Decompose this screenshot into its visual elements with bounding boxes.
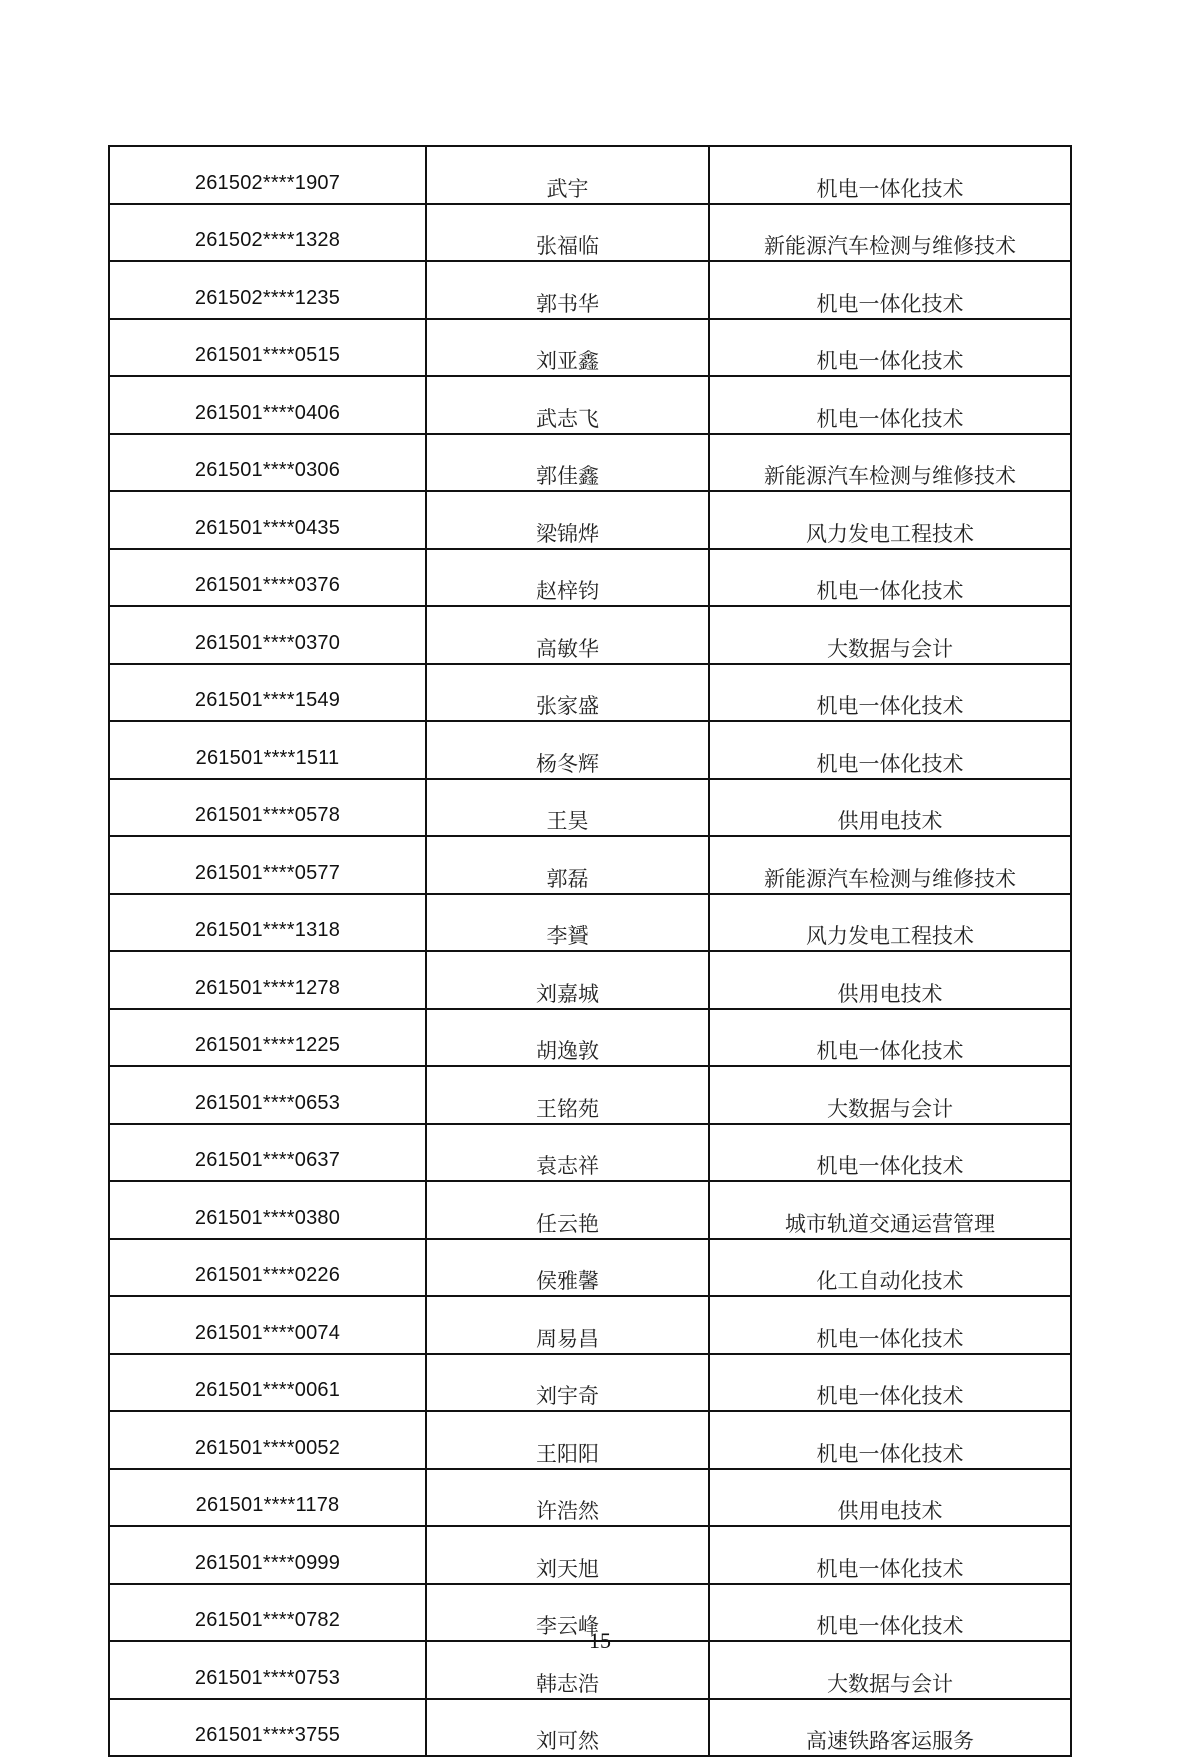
major-cell: 供用电技术 <box>709 779 1071 837</box>
major-cell: 供用电技术 <box>709 1469 1071 1527</box>
student-id-cell: 261501****1278 <box>109 951 426 1009</box>
student-name-cell: 杨冬辉 <box>426 721 709 779</box>
major-cell: 城市轨道交通运营管理 <box>709 1181 1071 1239</box>
student-name-cell: 侯雅馨 <box>426 1239 709 1297</box>
table-row <box>109 204 1071 262</box>
student-id-cell: 261501****0515 <box>109 319 426 377</box>
major-cell: 化工自动化技术 <box>709 1239 1071 1297</box>
student-name-cell: 刘天旭 <box>426 1526 709 1584</box>
student-id-cell: 261501****0052 <box>109 1411 426 1469</box>
student-name-cell: 李贇 <box>426 894 709 952</box>
student-name-cell: 王铭苑 <box>426 1066 709 1124</box>
table-row <box>109 1066 1071 1124</box>
student-name-cell: 李云峰 <box>426 1584 709 1642</box>
table-row <box>109 664 1071 722</box>
student-name-cell: 王阳阳 <box>426 1411 709 1469</box>
table-row <box>109 1181 1071 1239</box>
major-cell: 机电一体化技术 <box>709 549 1071 607</box>
table-row <box>109 1009 1071 1067</box>
student-name-cell: 梁锦烨 <box>426 491 709 549</box>
major-cell: 机电一体化技术 <box>709 1526 1071 1584</box>
major-cell: 机电一体化技术 <box>709 664 1071 722</box>
student-id-cell: 261501****0653 <box>109 1066 426 1124</box>
student-id-cell: 261501****0226 <box>109 1239 426 1297</box>
table-row <box>109 606 1071 664</box>
major-cell: 风力发电工程技术 <box>709 894 1071 952</box>
table-row <box>109 146 1071 204</box>
major-cell: 机电一体化技术 <box>709 721 1071 779</box>
student-name-cell: 张福临 <box>426 204 709 262</box>
student-name-cell: 刘宇奇 <box>426 1354 709 1412</box>
major-cell: 大数据与会计 <box>709 1066 1071 1124</box>
table-row <box>109 836 1071 894</box>
table-row <box>109 779 1071 837</box>
table-row <box>109 721 1071 779</box>
table-row <box>109 261 1071 319</box>
table-row <box>109 549 1071 607</box>
student-id-cell: 261501****0578 <box>109 779 426 837</box>
student-id-cell: 261501****1225 <box>109 1009 426 1067</box>
page-number: 15 <box>589 1628 611 1653</box>
major-cell: 新能源汽车检测与维修技术 <box>709 836 1071 894</box>
major-cell: 机电一体化技术 <box>709 1296 1071 1354</box>
table-row <box>109 1239 1071 1297</box>
student-id-cell: 261501****0637 <box>109 1124 426 1182</box>
student-name-cell: 郭佳鑫 <box>426 434 709 492</box>
student-id-cell: 261501****0753 <box>109 1641 426 1699</box>
table-row <box>109 1469 1071 1527</box>
student-name-cell: 王昊 <box>426 779 709 837</box>
table-row <box>109 951 1071 1009</box>
student-id-cell: 261501****0406 <box>109 376 426 434</box>
student-list-table <box>108 145 1072 1757</box>
major-cell: 机电一体化技术 <box>709 261 1071 319</box>
student-name-cell: 刘亚鑫 <box>426 319 709 377</box>
table-row <box>109 1296 1071 1354</box>
table-body <box>109 146 1071 1756</box>
student-name-cell: 许浩然 <box>426 1469 709 1527</box>
student-name-cell: 刘可然 <box>426 1699 709 1757</box>
table-row <box>109 1526 1071 1584</box>
table-row <box>109 491 1071 549</box>
major-cell: 供用电技术 <box>709 951 1071 1009</box>
student-id-cell: 261501****0074 <box>109 1296 426 1354</box>
student-name-cell: 赵梓钧 <box>426 549 709 607</box>
table-row <box>109 1124 1071 1182</box>
student-name-cell: 高敏华 <box>426 606 709 664</box>
major-cell: 新能源汽车检测与维修技术 <box>709 204 1071 262</box>
student-id-cell: 261501****0380 <box>109 1181 426 1239</box>
student-id-cell: 261502****1235 <box>109 261 426 319</box>
student-id-cell: 261502****1328 <box>109 204 426 262</box>
major-cell: 风力发电工程技术 <box>709 491 1071 549</box>
major-cell: 新能源汽车检测与维修技术 <box>709 434 1071 492</box>
student-id-cell: 261501****0370 <box>109 606 426 664</box>
major-cell: 机电一体化技术 <box>709 376 1071 434</box>
major-cell: 高速铁路客运服务 <box>709 1699 1071 1757</box>
student-name-cell: 刘嘉城 <box>426 951 709 1009</box>
major-cell: 机电一体化技术 <box>709 1124 1071 1182</box>
student-id-cell: 261501****0306 <box>109 434 426 492</box>
table-row <box>109 1699 1071 1757</box>
student-id-cell: 261501****0376 <box>109 549 426 607</box>
student-id-cell: 261501****0435 <box>109 491 426 549</box>
student-id-cell: 261501****1549 <box>109 664 426 722</box>
student-name-cell: 郭磊 <box>426 836 709 894</box>
student-id-cell: 261501****1511 <box>109 721 426 779</box>
student-name-cell: 周易昌 <box>426 1296 709 1354</box>
student-id-cell: 261501****0782 <box>109 1584 426 1642</box>
student-name-cell: 袁志祥 <box>426 1124 709 1182</box>
student-id-cell: 261501****1318 <box>109 894 426 952</box>
student-id-cell: 261501****3755 <box>109 1699 426 1757</box>
table-row <box>109 894 1071 952</box>
table-row <box>109 434 1071 492</box>
major-cell: 大数据与会计 <box>709 606 1071 664</box>
table-row <box>109 1411 1071 1469</box>
student-name-cell: 武志飞 <box>426 376 709 434</box>
major-cell: 机电一体化技术 <box>709 146 1071 204</box>
major-cell: 大数据与会计 <box>709 1641 1071 1699</box>
student-id-cell: 261501****0577 <box>109 836 426 894</box>
table-row <box>109 376 1071 434</box>
major-cell: 机电一体化技术 <box>709 1411 1071 1469</box>
student-name-cell: 武宇 <box>426 146 709 204</box>
student-name-cell: 郭书华 <box>426 261 709 319</box>
major-cell: 机电一体化技术 <box>709 319 1071 377</box>
student-id-cell: 261501****0061 <box>109 1354 426 1412</box>
student-id-cell: 261502****1907 <box>109 146 426 204</box>
student-name-cell: 胡逸敦 <box>426 1009 709 1067</box>
student-name-cell: 张家盛 <box>426 664 709 722</box>
major-cell: 机电一体化技术 <box>709 1354 1071 1412</box>
student-name-cell: 任云艳 <box>426 1181 709 1239</box>
major-cell: 机电一体化技术 <box>709 1009 1071 1067</box>
student-id-cell: 261501****0999 <box>109 1526 426 1584</box>
table-row <box>109 319 1071 377</box>
student-name-cell: 韩志浩 <box>426 1641 709 1699</box>
student-id-cell: 261501****1178 <box>109 1469 426 1527</box>
major-cell: 机电一体化技术 <box>709 1584 1071 1642</box>
table-row <box>109 1354 1071 1412</box>
